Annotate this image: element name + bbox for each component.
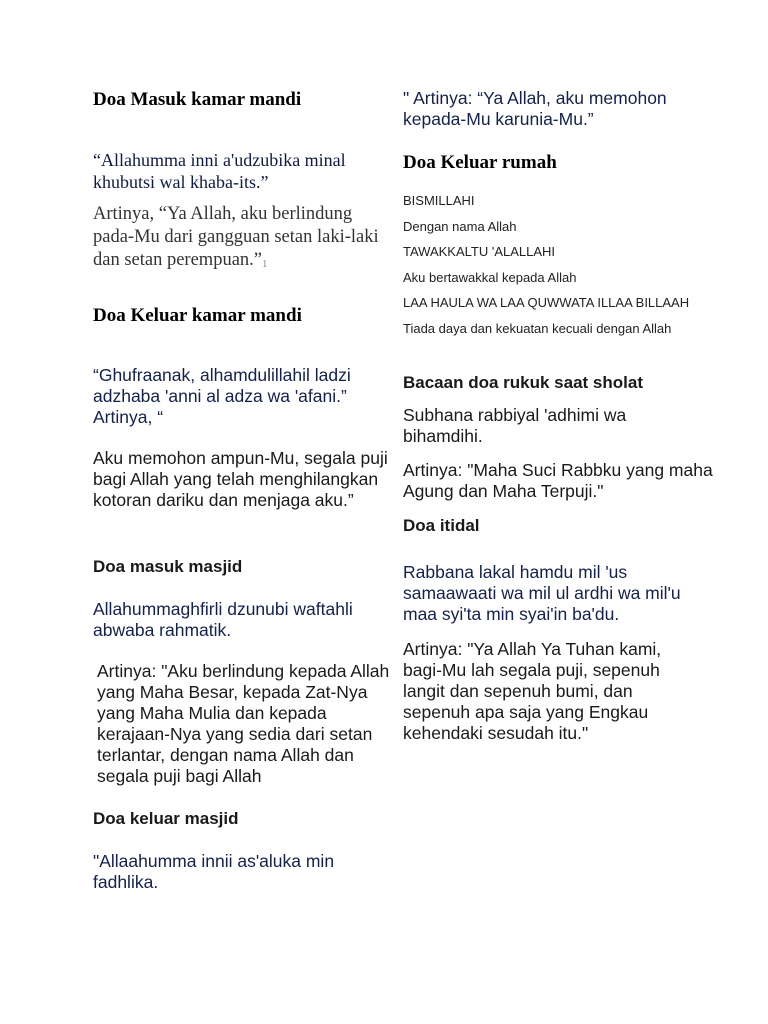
heading-keluar-masjid: Doa keluar masjid [93,809,239,828]
doa-keluar-kamar-mandi-text [93,365,383,428]
heading-doa-itidal: Doa itidal [403,516,480,535]
doa-rukuk-text: Subhana rabbiyal 'adhimi wa bihamdihi. [403,405,627,446]
arti-masuk-masjid: Artinya: "Aku berlindung kepada Allah yang Maha Besar, kepada Zat-Nya yang Maha Mulia dan kepada kerajaan-Nya yang sedia dari setan terlantar, dengan nama Allah dan segala puji bagi Allah [97,661,390,786]
list-item: Dengan nama Allah [403,218,517,234]
footnote-marker: 1 [262,258,268,270]
list-item: BISMILLAHI [403,193,475,208]
arti-masuk-kamar-mandi [93,203,393,274]
doa-itidal-text: Rabbana lakal hamdu mil 'us samaawaati wa mil ul ardhi wa mil'u maa syi'ta min syai'in ba'du. [403,562,681,624]
arti-keluar-kamar-mandi: Aku memohon ampun-Mu, segala puji bagi Allah yang telah menghilangkan kotoran dariku dan menjaga aku.” [93,448,388,510]
heading-keluar-rumah: Doa Keluar rumah [403,152,557,173]
doa-keluar-kamar-mandi-arabic: “Ghufraanak, alhamdulillahil ladzi adzhaba 'anni al adza wa 'afani.” [93,365,351,406]
arti-masuk-kamar-mandi-text: Artinya, “Ya Allah, aku berlindung pada-Mu dari gangguan setan laki-laki dan setan perempuan.” [93,204,379,270]
arti-doa-itidal: Artinya: "Ya Allah Ya Tuhan kami, bagi-Mu lah segala puji, sepenuh langit dan sepenuh bumi, dan sepenuh apa saja yang Engkau kehendaki sesudah itu." [403,639,662,743]
heading-masuk-masjid: Doa masuk masjid [93,557,243,576]
doa-keluar-rumah-list [403,193,723,346]
doa-keluar-masjid-text: "Allaahumma innii as'aluka min fadhlika. [93,851,335,892]
doa-masuk-masjid-text: Allahummaghfirli dzunubi waftahli abwaba rahmatik. [93,599,353,640]
list-item: LAA HAULA WA LAA QUWWATA ILLAA BILLAAH [403,295,690,310]
list-item: Aku bertawakkal kepada Allah [403,269,577,285]
heading-doa-rukuk: Bacaan doa rukuk saat sholat [403,373,643,392]
arti-doa-rukuk: Artinya: "Maha Suci Rabbku yang maha Agung dan Maha Terpuji." [403,460,713,501]
list-item: Tiada daya dan kekuatan kecuali dengan Allah [403,320,672,336]
artinya-label: Artinya, “ [93,407,164,427]
heading-keluar-kamar-mandi: Doa Keluar kamar mandi [93,305,302,326]
arti-keluar-masjid: " Artinya: “Ya Allah, aku memohon kepada-Mu karunia-Mu.” [403,88,667,129]
list-item: TAWAKKALTU 'ALALLAHI [403,244,556,259]
doa-masuk-kamar-mandi-text: “Allahumma inni a'udzubika minal khubutsi wal khaba-its.” [93,150,346,192]
heading-masuk-kamar-mandi: Doa Masuk kamar mandi [93,89,302,110]
